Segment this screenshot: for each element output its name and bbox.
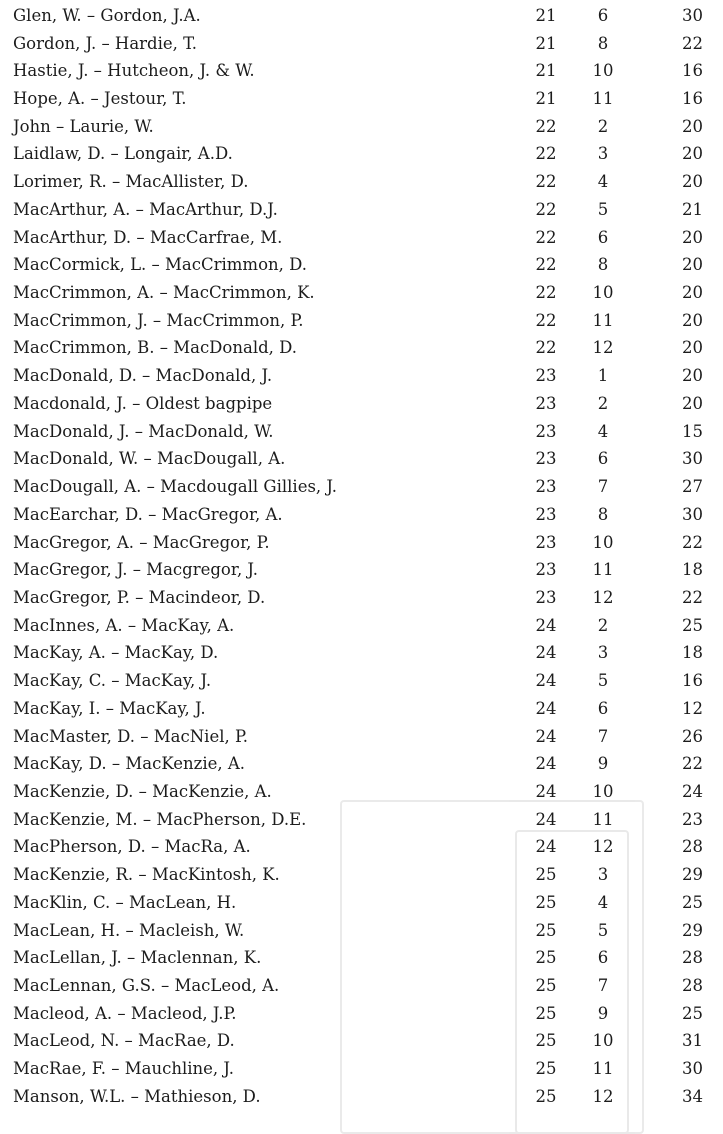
index-entry-number: 4 xyxy=(597,172,609,192)
index-row xyxy=(13,85,723,113)
index-entry-volume: 24 xyxy=(535,615,557,635)
index-entry-page: 29 xyxy=(682,865,703,885)
index-entry-range: MacLeod, N. – MacRae, D. xyxy=(13,1031,235,1051)
index-entry-range: Laidlaw, D. – Longair, A.D. xyxy=(13,144,233,164)
index-entry-range: MacCrimmon, J. – MacCrimmon, P. xyxy=(13,310,304,330)
index-entry-volume: 25 xyxy=(535,1086,557,1106)
index-entry-page: 20 xyxy=(682,283,703,303)
index-entry-range: MacDonald, D. – MacDonald, J. xyxy=(13,366,273,386)
index-row xyxy=(13,2,723,30)
index-entry-range: John – Laurie, W. xyxy=(13,116,154,136)
index-entry-page: 28 xyxy=(682,837,703,857)
index-row xyxy=(13,944,723,972)
index-table-body xyxy=(13,2,723,1111)
index-entry-number: 11 xyxy=(592,310,614,330)
index-entry-number: 10 xyxy=(592,1031,614,1051)
index-entry-range: Hope, A. – Jestour, T. xyxy=(13,89,187,109)
index-row xyxy=(13,889,723,917)
index-entry-page: 18 xyxy=(682,560,703,580)
index-row xyxy=(13,1083,723,1111)
index-row xyxy=(13,418,723,446)
index-entry-number: 12 xyxy=(592,587,614,607)
index-entry-page: 25 xyxy=(682,615,703,635)
index-entry-range: MacEarchar, D. – MacGregor, A. xyxy=(13,504,283,524)
index-entry-number: 2 xyxy=(597,116,609,136)
index-entry-number: 2 xyxy=(597,615,609,635)
index-entry-volume: 23 xyxy=(535,393,557,413)
index-entry-page: 24 xyxy=(682,781,703,801)
index-entry-range: MacKay, A. – MacKay, D. xyxy=(13,643,219,663)
index-entry-page: 27 xyxy=(682,477,703,497)
index-entry-page: 30 xyxy=(682,5,703,25)
index-entry-number: 6 xyxy=(597,5,609,25)
index-entry-page: 16 xyxy=(682,671,703,691)
index-entry-range: MacLellan, J. – Maclennan, K. xyxy=(13,948,262,968)
index-entry-page: 16 xyxy=(682,89,703,109)
index-row xyxy=(13,556,723,584)
index-entry-page: 22 xyxy=(682,754,703,774)
index-row xyxy=(13,279,723,307)
index-entry-volume: 21 xyxy=(535,5,557,25)
index-entry-volume: 24 xyxy=(535,837,557,857)
index-row xyxy=(13,473,723,501)
index-entry-range: MacArthur, D. – MacCarfrae, M. xyxy=(13,227,283,247)
index-entry-volume: 24 xyxy=(535,781,557,801)
index-row xyxy=(13,251,723,279)
index-entry-range: Macdonald, J. – Oldest bagpipe xyxy=(13,393,273,413)
index-entry-page: 22 xyxy=(682,532,703,552)
index-entry-number: 7 xyxy=(597,726,609,746)
index-entry-range: MacKenzie, D. – MacKenzie, A. xyxy=(13,781,272,801)
index-entry-number: 7 xyxy=(597,976,609,996)
index-row xyxy=(13,723,723,751)
index-entry-range: MacLean, H. – Macleish, W. xyxy=(13,920,245,940)
index-entry-page: 22 xyxy=(682,587,703,607)
index-entry-range: MacGregor, J. – Macgregor, J. xyxy=(13,560,259,580)
index-entry-page: 21 xyxy=(682,199,703,219)
index-entry-number: 9 xyxy=(597,1003,609,1023)
index-entry-volume: 24 xyxy=(535,671,557,691)
index-entry-number: 8 xyxy=(597,33,609,53)
index-entry-number: 5 xyxy=(597,671,609,691)
index-entry-volume: 23 xyxy=(535,366,557,386)
index-entry-volume: 23 xyxy=(535,421,557,441)
index-entry-number: 8 xyxy=(597,504,609,524)
index-entry-volume: 24 xyxy=(535,726,557,746)
index-entry-number: 1 xyxy=(597,366,609,386)
index-entry-volume: 25 xyxy=(535,948,557,968)
index-entry-number: 11 xyxy=(592,809,614,829)
index-entry-number: 4 xyxy=(597,892,609,912)
index-entry-range: Glen, W. – Gordon, J.A. xyxy=(13,5,201,25)
index-entry-number: 3 xyxy=(597,144,609,164)
index-entry-number: 8 xyxy=(597,255,609,275)
index-row xyxy=(13,612,723,640)
index-row xyxy=(13,390,723,418)
index-row xyxy=(13,501,723,529)
index-entry-range: MacKay, C. – MacKay, J. xyxy=(13,671,212,691)
index-entry-range: MacKenzie, M. – MacPherson, D.E. xyxy=(13,809,307,829)
index-entry-page: 20 xyxy=(682,144,703,164)
index-entry-number: 12 xyxy=(592,1086,614,1106)
index-entry-page: 23 xyxy=(682,809,703,829)
index-entry-volume: 25 xyxy=(535,1059,557,1079)
index-entry-volume: 23 xyxy=(535,449,557,469)
index-entry-range: MacRae, F. – Mauchline, J. xyxy=(13,1059,234,1079)
index-entry-range: MacCormick, L. – MacCrimmon, D. xyxy=(13,255,308,275)
index-entry-range: MacPherson, D. – MacRa, A. xyxy=(13,837,251,857)
index-entry-number: 11 xyxy=(592,89,614,109)
index-entry-range: MacCrimmon, A. – MacCrimmon, K. xyxy=(13,283,315,303)
index-entry-range: MacGregor, A. – MacGregor, P. xyxy=(13,532,270,552)
index-entry-volume: 21 xyxy=(535,89,557,109)
index-entry-range: Lorimer, R. – MacAllister, D. xyxy=(13,172,249,192)
index-entry-page: 20 xyxy=(682,172,703,192)
index-entry-volume: 23 xyxy=(535,560,557,580)
index-entry-page: 20 xyxy=(682,338,703,358)
index-entry-volume: 22 xyxy=(535,227,557,247)
index-row xyxy=(13,362,723,390)
index-entry-page: 28 xyxy=(682,976,703,996)
index-entry-number: 10 xyxy=(592,781,614,801)
index-entry-volume: 23 xyxy=(535,587,557,607)
index-entry-volume: 22 xyxy=(535,310,557,330)
index-entry-volume: 24 xyxy=(535,809,557,829)
index-row xyxy=(13,30,723,58)
index-entry-volume: 21 xyxy=(535,61,557,81)
index-entry-page: 20 xyxy=(682,310,703,330)
index-row xyxy=(13,861,723,889)
index-entry-range: MacDougall, A. – Macdougall Gillies, J. xyxy=(13,477,337,497)
index-entry-page: 25 xyxy=(682,892,703,912)
index-row xyxy=(13,335,723,363)
index-row xyxy=(13,640,723,668)
index-entry-volume: 24 xyxy=(535,754,557,774)
index-row xyxy=(13,446,723,474)
index-row xyxy=(13,529,723,557)
index-entry-range: MacKay, I. – MacKay, J. xyxy=(13,698,206,718)
index-entry-volume: 23 xyxy=(535,532,557,552)
index-row xyxy=(13,168,723,196)
index-entry-volume: 21 xyxy=(535,33,557,53)
index-entry-page: 20 xyxy=(682,116,703,136)
index-entry-page: 18 xyxy=(682,643,703,663)
index-entry-range: MacLennan, G.S. – MacLeod, A. xyxy=(13,976,280,996)
index-entry-volume: 25 xyxy=(535,1003,557,1023)
index-entry-range: MacKenzie, R. – MacKintosh, K. xyxy=(13,865,280,885)
index-row xyxy=(13,778,723,806)
index-entry-page: 31 xyxy=(682,1031,703,1051)
index-entry-volume: 25 xyxy=(535,1031,557,1051)
index-row xyxy=(13,972,723,1000)
index-entry-volume: 22 xyxy=(535,199,557,219)
index-entry-range: Hastie, J. – Hutcheon, J. & W. xyxy=(13,61,255,81)
index-entry-volume: 25 xyxy=(535,865,557,885)
index-entry-page: 16 xyxy=(682,61,703,81)
index-row xyxy=(13,57,723,85)
index-entry-number: 5 xyxy=(597,199,609,219)
index-row xyxy=(13,196,723,224)
index-row xyxy=(13,1055,723,1083)
index-entry-page: 12 xyxy=(682,698,703,718)
index-row xyxy=(13,695,723,723)
index-entry-number: 5 xyxy=(597,920,609,940)
index-entry-page: 30 xyxy=(682,449,703,469)
index-entry-range: MacKlin, C. – MacLean, H. xyxy=(13,892,237,912)
index-entry-number: 6 xyxy=(597,948,609,968)
index-entry-volume: 22 xyxy=(535,144,557,164)
index-entry-volume: 23 xyxy=(535,477,557,497)
index-entry-range: Gordon, J. – Hardie, T. xyxy=(13,33,197,53)
index-entry-volume: 25 xyxy=(535,920,557,940)
index-entry-page: 26 xyxy=(682,726,703,746)
index-entry-volume: 24 xyxy=(535,643,557,663)
index-entry-number: 11 xyxy=(592,560,614,580)
index-entry-volume: 22 xyxy=(535,172,557,192)
index-entry-volume: 24 xyxy=(535,698,557,718)
index-entry-page: 22 xyxy=(682,33,703,53)
index-entry-page: 15 xyxy=(682,421,703,441)
index-entry-volume: 22 xyxy=(535,116,557,136)
index-entry-range: Macleod, A. – Macleod, J.P. xyxy=(13,1003,237,1023)
index-row xyxy=(13,834,723,862)
index-entry-number: 2 xyxy=(597,393,609,413)
index-entry-page: 20 xyxy=(682,227,703,247)
index-row xyxy=(13,307,723,335)
index-row xyxy=(13,113,723,141)
index-entry-page: 20 xyxy=(682,393,703,413)
index-entry-number: 9 xyxy=(597,754,609,774)
index-entry-page: 29 xyxy=(682,920,703,940)
index-entry-range: MacGregor, P. – Macindeor, D. xyxy=(13,587,266,607)
index-entry-number: 6 xyxy=(597,449,609,469)
index-entry-page: 25 xyxy=(682,1003,703,1023)
index-entry-number: 11 xyxy=(592,1059,614,1079)
index-entry-range: MacDonald, W. – MacDougall, A. xyxy=(13,449,286,469)
index-row xyxy=(13,224,723,252)
index-entry-number: 7 xyxy=(597,477,609,497)
index-row xyxy=(13,1000,723,1028)
index-entry-range: Manson, W.L. – Mathieson, D. xyxy=(13,1086,261,1106)
index-row xyxy=(13,806,723,834)
index-entry-range: MacDonald, J. – MacDonald, W. xyxy=(13,421,274,441)
index-entry-volume: 22 xyxy=(535,338,557,358)
index-entry-volume: 25 xyxy=(535,892,557,912)
index-entry-number: 3 xyxy=(597,865,609,885)
index-entry-number: 10 xyxy=(592,283,614,303)
index-row xyxy=(13,750,723,778)
index-entry-number: 10 xyxy=(592,61,614,81)
index-entry-number: 10 xyxy=(592,532,614,552)
index-row xyxy=(13,917,723,945)
index-entry-number: 6 xyxy=(597,227,609,247)
index-entry-page: 28 xyxy=(682,948,703,968)
index-entry-volume: 22 xyxy=(535,255,557,275)
index-row xyxy=(13,1028,723,1056)
index-entry-range: MacInnes, A. – MacKay, A. xyxy=(13,615,235,635)
index-entry-page: 20 xyxy=(682,366,703,386)
index-entry-number: 3 xyxy=(597,643,609,663)
index-entry-range: MacKay, D. – MacKenzie, A. xyxy=(13,754,246,774)
index-row xyxy=(13,141,723,169)
index-entry-number: 6 xyxy=(597,698,609,718)
index-entry-page: 34 xyxy=(682,1086,703,1106)
index-row xyxy=(13,584,723,612)
index-table xyxy=(13,2,723,1111)
index-entry-page: 20 xyxy=(682,255,703,275)
index-entry-range: MacCrimmon, B. – MacDonald, D. xyxy=(13,338,298,358)
index-entry-volume: 25 xyxy=(535,976,557,996)
index-entry-volume: 23 xyxy=(535,504,557,524)
index-entry-range: MacMaster, D. – MacNiel, P. xyxy=(13,726,248,746)
index-entry-number: 12 xyxy=(592,837,614,857)
index-entry-volume: 22 xyxy=(535,283,557,303)
index-entry-page: 30 xyxy=(682,504,703,524)
index-entry-range: MacArthur, A. – MacArthur, D.J. xyxy=(13,199,278,219)
index-row xyxy=(13,667,723,695)
index-entry-number: 12 xyxy=(592,338,614,358)
index-entry-number: 4 xyxy=(597,421,609,441)
index-entry-page: 30 xyxy=(682,1059,703,1079)
